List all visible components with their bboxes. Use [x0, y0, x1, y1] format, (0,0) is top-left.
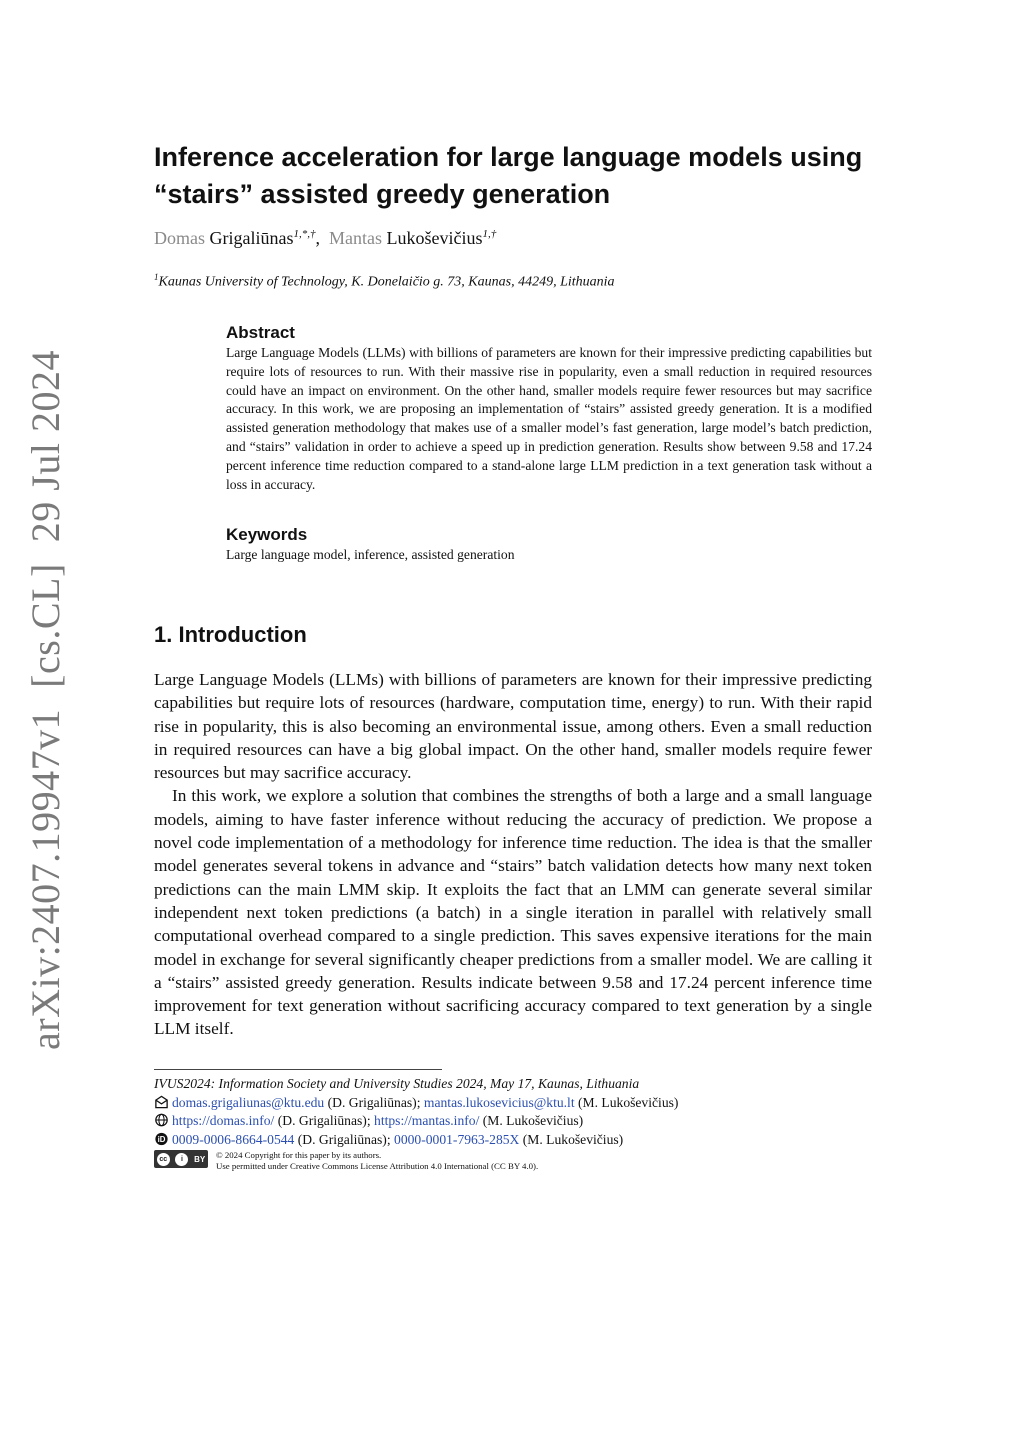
arxiv-id: arXiv:2407.19947v1: [23, 708, 68, 1050]
abstract-section: [226, 322, 872, 494]
venue-note: IVUS2024: Information Society and University Studies 2024, May 17, Kaunas, Lithuania: [154, 1076, 640, 1091]
orcid-link[interactable]: 0009-0006-8664-0544: [172, 1131, 295, 1147]
arxiv-stamp: [22, 350, 69, 1050]
paragraph: In this work, we explore a solution that combines the strengths of both a large and a small language models, aiming to have faster inference without reducing the accuracy of prediction. We propose a novel code implementation of a methodology for inference time reduction. The idea is that the smaller model generates several tokens in advance and “stairs” batch validation detects how many next token predictions can the main LMM skip. It exploits the fact that an LMM can generate several similar independent next token predictions (a batch) in a single iteration in parallel with relatively small computational overhead compared to a single prediction. This saves expensive iterations for the main model in exchange for several significantly cheaper predictions from a smaller model. We are calling it a “stairs” assisted greedy generation. Results indicate between 9.58 and 17.24 percent inference time improvement for text generation without sacrificing accuracy compared to text generation by a single LLM itself.: [154, 786, 872, 1039]
person-icon: i: [175, 1153, 188, 1166]
owner: (D. Grigaliūnas);: [294, 1131, 395, 1147]
keywords-section: [226, 524, 872, 564]
license-text: [216, 1150, 538, 1172]
cc-by-badge: [154, 1150, 208, 1168]
cc-icon: cc: [157, 1153, 170, 1166]
paper-title: Inference acceleration for large language models using “stairs” assisted greedy generation: [154, 142, 863, 209]
paragraph: Large Language Models (LLMs) with billions of parameters are known for their impressive predicting capabilities but require lots of resources (hardware, computation time, energy) to run. With their rapid rise in popularity, this is also becoming an environmental issue, among others. Even a small reduction in required resources can have a big global impact. On the other hand, smaller models require fewer resources but may sacrifice accuracy.: [154, 670, 872, 783]
author-family-name: Grigaliūnas: [209, 228, 294, 248]
license-line: Use permitted under Creative Commons License Attribution 4.0 International (CC BY 4.0).: [216, 1161, 539, 1172]
introduction-body: [154, 668, 872, 1041]
arxiv-category: [cs.CL]: [23, 563, 68, 688]
orcid-link[interactable]: 0000-0001-7963-285X: [394, 1131, 520, 1147]
owner: (M. Lukoševičius): [519, 1131, 624, 1147]
license-row: [154, 1150, 874, 1172]
affiliation-text: Kaunas University of Technology, K. Donelaičio g. 73, Kaunas, 44249, Lithuania: [158, 274, 615, 290]
url-line: [154, 1112, 874, 1131]
affiliation-mark: 1: [154, 272, 159, 282]
author-family-name: Lukoševičius: [386, 228, 483, 248]
homepage-link[interactable]: https://domas.info/: [172, 1113, 275, 1129]
footnotes: [154, 1075, 874, 1172]
keywords-heading: Keywords: [226, 525, 308, 544]
svg-text:iD: iD: [157, 1134, 166, 1144]
owner: (M. Lukoševičius): [479, 1113, 584, 1129]
orcid-line: [154, 1131, 874, 1150]
abstract-heading: Abstract: [226, 323, 295, 342]
globe-icon: [154, 1113, 169, 1127]
envelope-icon: [154, 1095, 169, 1109]
author-given-name: Mantas: [328, 228, 382, 248]
email-link[interactable]: mantas.lukosevicius@ktu.lt: [423, 1094, 575, 1110]
homepage-link[interactable]: https://mantas.info/: [374, 1113, 480, 1129]
author-affiliation-mark: 1,*,†: [293, 228, 316, 240]
cc-by-label: BY: [194, 1154, 206, 1164]
author-given-name: Domas: [154, 228, 205, 248]
footnote-divider: [154, 1069, 442, 1070]
affiliation: [154, 272, 615, 291]
owner: (D. Grigaliūnas);: [274, 1113, 375, 1129]
author-list: Domas Grigaliūnas$^{1,*,\dagger}$, Mantas Lukoševičius$^{1,\dagger}$: [154, 228, 497, 248]
orcid-icon: [154, 1132, 169, 1146]
introduction-heading: 1. Introduction: [154, 622, 307, 647]
abstract-text: Large Language Models (LLMs) with billions of parameters are known for their impressive predicting capabilities but require lots of resources to run. With their massive rise in popularity, even a small reduction in required resources could have an impact on environment. On the other hand, smaller models require fewer resources but may sacrifice accuracy. In this work, we are proposing an implementation of “stairs” assisted greedy generation. It is a modified assisted generation methodology that makes use of a smaller model’s fast generation, large model’s batch prediction, and “stairs” validation in order to achieve a speed up in prediction generation. Results show between 9.58 and 17.24 percent inference time reduction compared to a stand-alone large LLM prediction in a text generation task without a loss in accuracy.: [226, 345, 872, 492]
email-line: [154, 1094, 874, 1113]
author-affiliation-mark: 1,†: [482, 228, 497, 240]
email-link[interactable]: domas.grigaliunas@ktu.edu: [172, 1094, 325, 1110]
keywords-text: Large language model, inference, assisted generation: [226, 547, 515, 562]
copyright-line: © 2024 Copyright for this paper by its authors.: [216, 1150, 382, 1161]
owner: (M. Lukoševičius): [574, 1094, 679, 1110]
arxiv-date: 29 Jul 2024: [23, 350, 68, 543]
owner: (D. Grigaliūnas);: [324, 1094, 424, 1110]
